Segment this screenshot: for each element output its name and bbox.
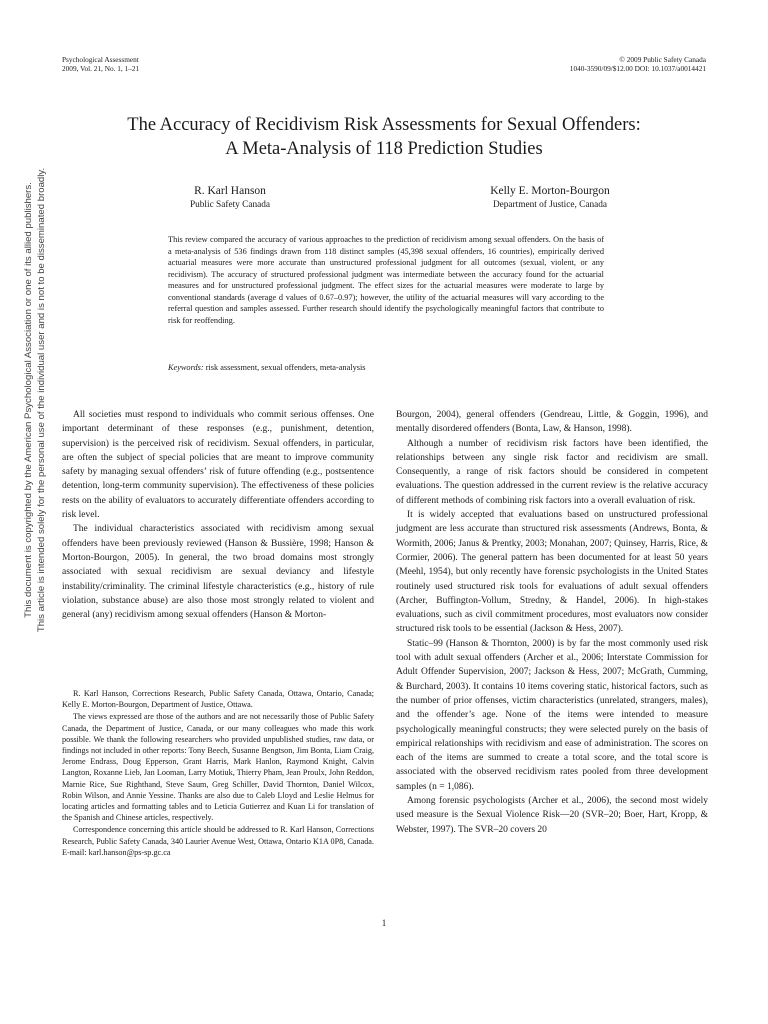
author-block-1	[130, 184, 330, 211]
abstract: This review compared the accuracy of various approaches to the prediction of recidivism among sexual offenders. On the basis of a meta-analysis of 536 findings drawn from 118 distinct samples (45,398 sexual offenders, 16 countries), empirically derived actuarial measures were more accurate than unstructured professional judgment for all outcomes (sexual, violent, or any recidivism). The accuracy of structured professional judgment was intermediate between the accuracy found for the actuarial measures and for unstructured professional judgment. The effect sizes for the actuarial measures were moderate to large by conventional standards (average d values of 0.67–0.97); however, the utility of the actuarial measures will vary according to the referral question and samples assessed. Further research should identify the psychologically meaningful factors that contribute to risk for reoffending.	[168, 235, 604, 325]
author-name: R. Karl Hanson	[194, 185, 266, 197]
side-notice-line-2: This article is intended solely for the personal use of the individual user and is not to be disseminated broadly.	[35, 167, 47, 633]
keywords	[168, 362, 604, 373]
side-notice-line-1: This document is copyrighted by the American Psychological Association or one of its allied publishers.	[23, 182, 34, 618]
title-line-1: The Accuracy of Recidivism Risk Assessments for Sexual Offenders:	[127, 115, 641, 135]
footnote-acknowledgments: The views expressed are those of the authors and are not necessarily those of Public Safety Canada, the Department of Justice, Canada, or our many colleagues who made this work possible. We thank the following researchers who provided unpublished studies, raw data, or findings not included in other reports: Tony Beech, Susanne Bengtson, Jim Bonta, Liam Craig, Jerome Endrass, Doug Epperson, Grant Harris, Mark Hanlon, Raymond Knight, Calvin Langton, Roxanne Lieb, Jan Looman, Larry Motiuk, Thierry Pham, Jean Proulx, John Reddon, Marnie Rice, Sue Righthand, Steve Saum, Greg Schiller, David Thornton, Daniel Wilcox, Robin Wilson, and Annie Yessine. Thanks are also due to Caleb Lloyd and Leslie Helmus for locating articles and formatting tables and to Leticia Gutierrez and Kuan Li for translation of the Spanish and Chinese articles, respectively.	[62, 712, 374, 823]
journal-name: Psychological Assessment	[62, 55, 139, 64]
keywords-label: Keywords:	[168, 363, 204, 372]
body-paragraph: It is widely accepted that evaluations based on unstructured professional judgment are less accurate than structured risk assessments (Andrews, Bonta, & Wormith, 2006; Janus & Prentky, 2003; Monahan, 2007; Quinsey, Harris, Rice, & Cormier, 2006). The general pattern has been documented for at least 50 years (Meehl, 1954), but only recently have forensic psychologists in the United States routinely used structured risk tools for evaluations of adult sexual offenders (Archer, Buffington-Vollum, Stredny, & Handel, 2006). In high-stakes evaluations, such as civil commitment procedures, most evaluators now consider structured risk tools to be essential (Jackson & Hess, 2007).	[396, 510, 708, 635]
body-column-right	[396, 408, 708, 837]
journal-header	[62, 55, 139, 73]
keywords-text: risk assessment, sexual offenders, meta-analysis	[203, 363, 366, 372]
title-line-2: A Meta-Analysis of 118 Prediction Studies	[225, 139, 543, 159]
doi-line: 1040-3590/09/$12.00 DOI: 10.1037/a0014421	[569, 64, 706, 73]
body-paragraph: Among forensic psychologists (Archer et al., 2006), the second most widely used measure is the Sexual Violence Risk—20 (SVR–20; Boer, Hart, Kropp, & Webster, 1997). The SVR–20 covers 20	[396, 796, 708, 835]
copyright-header	[570, 55, 706, 73]
body-paragraph-continued: Bourgon, 2004), general offenders (Gendreau, Little, & Goggin, 1996), and mentally disordered offenders (Bonta, Law, & Hanson, 1998).	[396, 410, 708, 435]
author-name: Kelly E. Morton-Bourgon	[490, 185, 610, 197]
footnote-correspondence: Correspondence concerning this article should be addressed to R. Karl Hanson, Corrections Research, Public Safety Canada, 340 Laurier Avenue West, Ottawa, Ontario K1A 0P8, Canada. E-mail: karl.hanson@ps-sp.gc.ca	[62, 825, 374, 857]
body-column-left	[62, 408, 374, 622]
body-paragraph: All societies must respond to individuals who commit serious offenses. One important determinant of these responses (e.g., punishment, detention, supervision) is the perceived risk of recidivism. Sexual offenders, in particular, are often the subject of special policies that are meant to improve community safety by managing sexual offenders’ risk of future offending (e.g., postsentence detention, long-term community supervision). The effectiveness of these policies rests on the ability of evaluators to accurately differentiate offenders according to risk level.	[62, 410, 374, 521]
journal-volume: 2009, Vol. 21, No. 1, 1–21	[62, 64, 140, 73]
copyright-side-notice	[18, 167, 47, 633]
footnote-affiliations: R. Karl Hanson, Corrections Research, Public Safety Canada, Ottawa, Ontario, Canada; Kelly E. Morton-Bourgon, Department of Justice, Ottawa.	[62, 689, 374, 710]
author-block-2	[430, 184, 670, 211]
page-number: 1	[381, 918, 387, 928]
body-paragraph: The individual characteristics associated with recidivism among sexual offenders have been previously reviewed (Hanson & Bussière, 1998; Hanson & Morton-Bourgon, 2005). In general, the two broad domains most strongly associated with sexual recidivism are sexual deviancy and lifestyle instability/criminality. The criminal lifestyle characteristics (e.g., history of rule violation, substance abuse) are also those most strongly related to violent and general (any) recidivism among sexual offenders (Hanson & Morton-	[62, 524, 374, 621]
copyright-line: © 2009 Public Safety Canada	[619, 55, 706, 64]
paper-title	[60, 113, 708, 161]
author-affiliation: Public Safety Canada	[189, 200, 271, 210]
body-paragraph: Although a number of recidivism risk factors have been identified, the relationships between any single risk factor and recidivism are small. Consequently, a range of risk factors should be considered in competent evaluations. The question addressed in the current review is the relative accuracy of different methods of combining risk factors into a overall evaluation of risk.	[396, 438, 708, 506]
author-affiliation: Department of Justice, Canada	[492, 200, 608, 210]
body-paragraph: Static–99 (Hanson & Thornton, 2000) is by far the most commonly used risk tool with adult sexual offenders (Archer et al., 2006; Interstate Commission for Adult Offender Supervision, 2007; Jackson & Hess, 2007; McGrath, Cumming, & Burchard, 2003). It contains 10 items covering static, historical factors, such as the number of prior offenses, victim characteristics (unrelated, strangers, males), and the offender’s age. None of the items were intended to measure psychologically meaningful constructs; they were selected purely on the basis of empirical relationships with recidivism and ease of administration. The scores on each of the items are summed to create a total score, and the total score is associated with the observed recidivism rates pooled from three development samples (n = 1,086).	[396, 638, 708, 792]
author-footnotes	[62, 688, 374, 859]
